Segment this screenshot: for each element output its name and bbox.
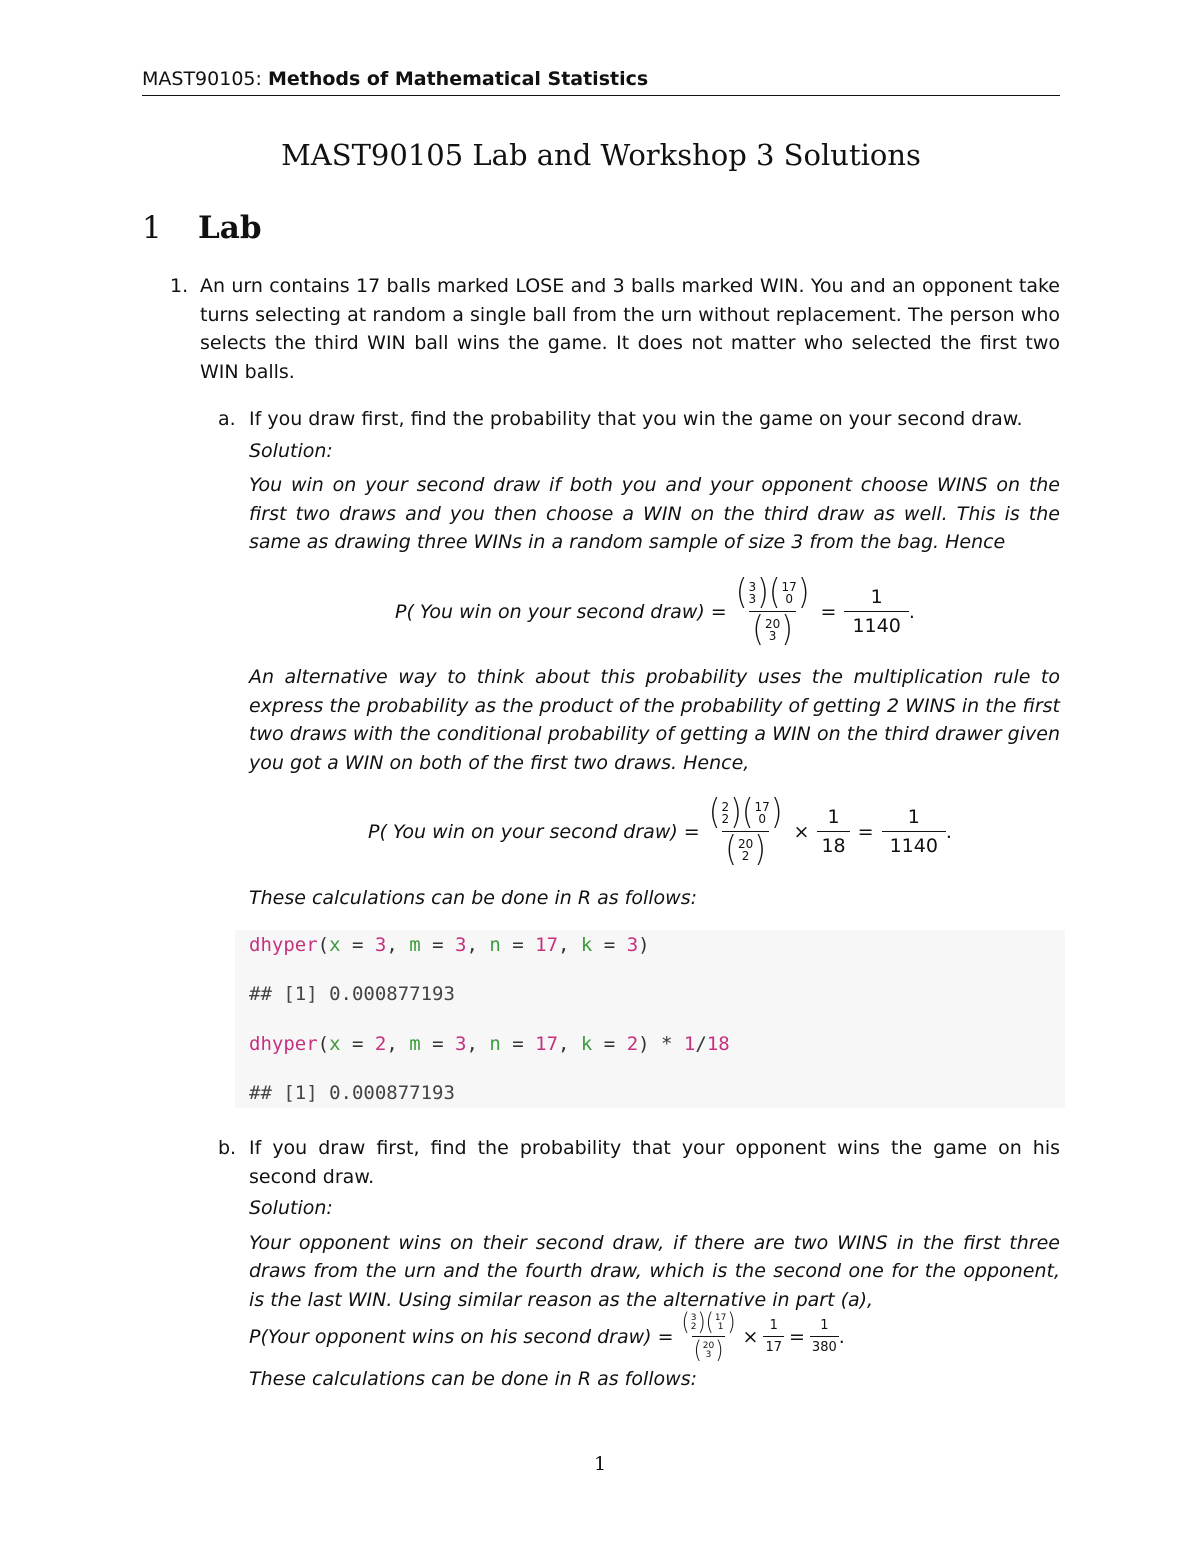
solution-paragraph: You win on your second draw if both you and your opponent choose WINS on the first two draws and you then choose a WIN on the third draw as well. This is the same as drawing three WINs in a random sample of size 3 from the bag. Hence (249, 474, 1060, 554)
document-title: MAST90105 Lab and Workshop 3 Solutions (281, 138, 921, 172)
fraction (706, 792, 786, 870)
course-code: MAST90105: (142, 68, 262, 90)
binomial: ( 17 0 ) (741, 792, 783, 833)
code-output: ## [1] 0.000877193 (249, 1082, 455, 1104)
code-line: dhyper(x = 2, m = 3, n = 17, k = 2) * 1/18 (249, 1033, 730, 1055)
part-question: If you draw first, find the probability that you win the game on your second draw. (249, 408, 1023, 430)
r-code-block (235, 930, 1065, 1108)
code-output: ## [1] 0.000877193 (249, 983, 455, 1005)
solution-paragraph: Your opponent wins on their second draw, if there are two WINS in the first three draws from the urn and the fourth draw, which is the second one for the opponent, is the last WIN. Using similar reason as the alternative in part (a), (249, 1231, 1060, 1311)
question-text: An urn contains 17 balls marked LOSE and 3 balls marked WIN. You and an opponent take turns selecting at random a single ball from the urn without replacement. The person who selects the third WIN ball wins the game. It does not matter who selected the first two WIN balls. (200, 275, 1060, 383)
solution-paragraph: An alternative way to think about this probability uses the multiplication rule to express the probability as the product of the probability of getting 2 WINS in the first two draws with the conditional probability of getting a WIN on the third drawer given you got a WIN on both of the first two draws. Hence, (249, 666, 1060, 774)
solution-label: Solution: (249, 1197, 333, 1220)
part-question: If you draw first, find the probability that your opponent wins the game on his second draw. (249, 1137, 1060, 1188)
fraction (733, 572, 813, 650)
question-number: 1. (170, 275, 189, 297)
binomial: ( 20 3 ) (693, 1336, 724, 1364)
page-number: 1 (593, 1453, 607, 1475)
part-b (218, 1134, 1060, 1315)
r-intro-text: These calculations can be done in R as follows: (249, 1368, 698, 1390)
part-a-r-intro (218, 884, 1060, 913)
equation-lhs: P(Your opponent wins on his second draw) = (249, 1325, 674, 1348)
solution-label: Solution: (249, 439, 333, 462)
binomial: ( 3 2 ) (681, 1308, 706, 1336)
binomial: ( 20 2 ) (725, 829, 766, 870)
course-name: Methods of Mathematical Statistics (267, 68, 649, 90)
section-number: 1 (142, 210, 162, 246)
binomial: ( 2 2 ) (708, 792, 742, 833)
running-header (142, 68, 1060, 96)
code-line: dhyper(x = 3, m = 3, n = 17, k = 3) (249, 934, 650, 956)
fraction: $\frac{1}{17}$ (765, 1318, 782, 1355)
part-label: a. (218, 408, 236, 430)
question-1 (170, 272, 1060, 386)
part-b-r-intro (218, 1365, 1060, 1394)
fraction: $\frac{1}{18}$ (817, 806, 849, 857)
binomial: ( 20 3 ) (752, 609, 793, 650)
fraction (680, 1308, 738, 1364)
binomial: ( 17 1 ) (705, 1308, 736, 1336)
part-a (218, 405, 1060, 557)
fraction: $\frac{1}{1140}$ (844, 586, 908, 637)
section-heading (142, 210, 262, 246)
part-a-continued (218, 663, 1060, 777)
fraction: $\frac{1}{380}$ (811, 1318, 837, 1355)
binomial: ( 3 3 ) (735, 572, 769, 613)
equation-lhs: P( You win on your second draw) = (368, 820, 700, 843)
part-label: b. (218, 1137, 237, 1159)
section-title: Lab (198, 210, 262, 246)
r-intro-text: These calculations can be done in R as follows: (249, 887, 698, 909)
equation-lhs: P( You win on your second draw) = (395, 600, 727, 623)
equation-b: P(Your opponent wins on his second draw) = ( 3 2 ) ( 17 1 ) ( 20 3 ) × $\frac{1}{17}$ = $\frac{1}{380}$ . (249, 1308, 845, 1364)
fraction: $\frac{1}{1140}$ (882, 806, 946, 857)
binomial: ( 17 0 ) (768, 572, 810, 613)
equation-a2: P( You win on your second draw) = ( 2 2 ) ( 17 0 ) ( 20 2 ) × $\frac{1}{18}$ = $\frac{1}{1140}$ . (368, 792, 952, 870)
equation-a1: P( You win on your second draw) = ( 3 3 ) ( 17 0 ) ( 20 3 ) = $\frac{1}{1140}$ . (395, 572, 915, 650)
